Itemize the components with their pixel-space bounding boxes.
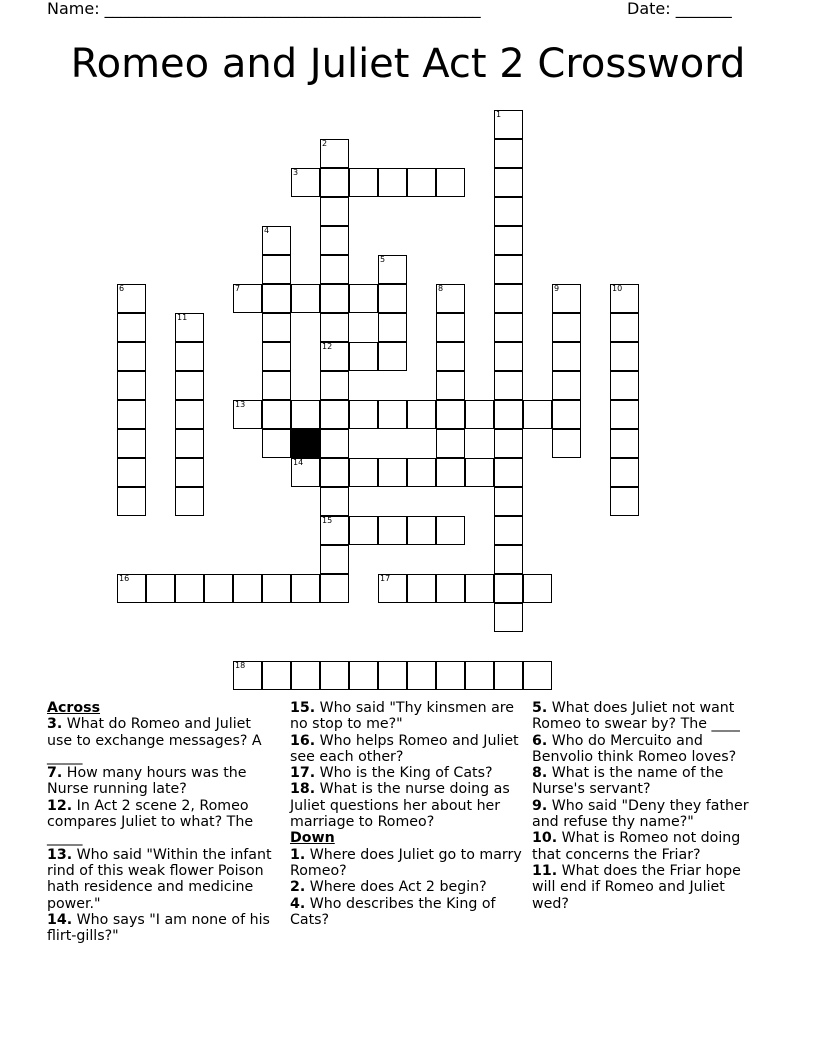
crossword-cell[interactable]: [465, 661, 494, 690]
crossword-cell[interactable]: [175, 313, 204, 342]
crossword-cell[interactable]: [349, 284, 378, 313]
clue-down-9: 9. Who said "Deny they father and refuse thy name?": [532, 797, 749, 831]
crossword-cell[interactable]: [320, 197, 349, 226]
crossword-cell[interactable]: [494, 313, 523, 342]
clue-across-14: 14. Who says "I am none of his flirt-gills?": [47, 911, 270, 945]
page-title: Romeo and Juliet Act 2 Crossword: [70, 41, 746, 87]
cell-number: 1: [496, 110, 502, 119]
clue-across-16: 16. Who helps Romeo and Juliet see each other?: [290, 732, 519, 765]
date-field-label: Date: _______: [627, 0, 732, 18]
crossword-cell[interactable]: [610, 400, 639, 429]
crossword-cell[interactable]: [233, 400, 262, 429]
cell-number: 15: [322, 516, 333, 525]
clue-across-15: 15. Who said "Thy kinsmen are no stop to me?": [290, 700, 515, 733]
crossword-cell[interactable]: [407, 168, 436, 197]
clue-down-5: 5. What does Juliet not want Romeo to swear by? The ____: [532, 700, 740, 733]
crossword-cell[interactable]: [233, 574, 262, 603]
crossword-cell[interactable]: [320, 400, 349, 429]
crossword-cell[interactable]: [291, 574, 320, 603]
crossword-cell[interactable]: [175, 400, 204, 429]
crossword-cell[interactable]: [610, 313, 639, 342]
clue-down-4: 4. Who describes the King of Cats?: [290, 895, 496, 928]
crossword-cell[interactable]: [146, 574, 175, 603]
crossword-cell[interactable]: [291, 284, 320, 313]
crossword-cell[interactable]: [262, 313, 291, 342]
crossword-cell[interactable]: [494, 661, 523, 690]
crossword-cell[interactable]: [523, 661, 552, 690]
crossword-cell[interactable]: [349, 400, 378, 429]
crossword-cell[interactable]: [320, 313, 349, 342]
crossword-cell[interactable]: [436, 661, 465, 690]
crossword-cell[interactable]: [436, 400, 465, 429]
clue-across-13: 13. Who said "Within the infant rind of this weak flower Poison hath residence and medicine power.": [47, 846, 272, 912]
crossword-cell[interactable]: [552, 371, 581, 400]
crossword-cell[interactable]: [494, 545, 523, 574]
crossword-cell[interactable]: [407, 400, 436, 429]
clue-down-2: 2. Where does Act 2 begin?: [290, 879, 487, 896]
crossword-cell[interactable]: [494, 110, 523, 139]
crossword-cell[interactable]: [378, 168, 407, 197]
crossword-cell[interactable]: [117, 342, 146, 371]
crossword-cell[interactable]: [378, 574, 407, 603]
crossword-cell[interactable]: [320, 574, 349, 603]
crossword-cell[interactable]: [117, 458, 146, 487]
crossword-cell[interactable]: [175, 574, 204, 603]
crossword-cell[interactable]: [610, 342, 639, 371]
crossword-cell[interactable]: [610, 487, 639, 516]
crossword-cell[interactable]: [436, 342, 465, 371]
clue-column-1: [47, 700, 275, 944]
crossword-cell[interactable]: [320, 545, 349, 574]
crossword-cell[interactable]: [465, 458, 494, 487]
clue-down-1: 1. Where does Juliet go to marry Romeo?: [290, 846, 522, 879]
crossword-cell[interactable]: [378, 255, 407, 284]
crossword-cell[interactable]: [175, 458, 204, 487]
clue-across-18: 18. What is the nurse doing as Juliet questions her about her marriage to Romeo?: [290, 781, 510, 831]
crossword-cell[interactable]: [552, 342, 581, 371]
crossword-cell[interactable]: [320, 661, 349, 690]
crossword-cell[interactable]: [610, 458, 639, 487]
crossword-cell[interactable]: [204, 574, 233, 603]
cell-number: 8: [438, 284, 444, 293]
crossword-cell[interactable]: [610, 284, 639, 313]
crossword-cell[interactable]: [494, 603, 523, 632]
crossword-cell[interactable]: [117, 574, 146, 603]
crossword-cell[interactable]: [320, 429, 349, 458]
crossword-cell[interactable]: [320, 516, 349, 545]
crossword-cell[interactable]: [494, 487, 523, 516]
crossword-cell[interactable]: [349, 168, 378, 197]
crossword-cell[interactable]: [291, 661, 320, 690]
clue-across-3: 3. What do Romeo and Juliet use to exchange messages? A _____: [47, 716, 262, 765]
crossword-cell[interactable]: [436, 429, 465, 458]
crossword-cell[interactable]: [552, 284, 581, 313]
crossword-cell[interactable]: [117, 284, 146, 313]
cell-number: 17: [380, 574, 391, 583]
clue-across-7: 7. How many hours was the Nurse running late?: [47, 765, 247, 798]
crossword-cell[interactable]: [494, 168, 523, 197]
crossword-cell[interactable]: [494, 197, 523, 226]
cell-number: 18: [235, 661, 246, 670]
crossword-cell[interactable]: [436, 516, 465, 545]
crossword-cell[interactable]: [378, 458, 407, 487]
clue-down-8: 8. What is the name of the Nurse's servant?: [532, 765, 724, 798]
crossword-cell[interactable]: [349, 661, 378, 690]
crossword-cell[interactable]: [436, 168, 465, 197]
crossword-cell[interactable]: [494, 400, 523, 429]
crossword-cell[interactable]: [291, 400, 320, 429]
crossword-cell[interactable]: [291, 458, 320, 487]
cell-number: 4: [264, 226, 270, 235]
crossword-cell[interactable]: [494, 284, 523, 313]
cell-number: 9: [554, 284, 560, 293]
down-heading: Down: [290, 830, 335, 847]
crossword-cell[interactable]: [117, 371, 146, 400]
clue-across-17: 17. Who is the King of Cats?: [290, 765, 493, 782]
crossword-black-cell: [291, 429, 320, 458]
crossword-cell[interactable]: [523, 574, 552, 603]
crossword-cell[interactable]: [378, 516, 407, 545]
crossword-cell[interactable]: [494, 574, 523, 603]
crossword-cell[interactable]: [262, 429, 291, 458]
crossword-cell[interactable]: [465, 574, 494, 603]
crossword-cell[interactable]: [494, 371, 523, 400]
crossword-cell[interactable]: [378, 342, 407, 371]
crossword-cell[interactable]: [262, 226, 291, 255]
clue-column-2: [290, 700, 522, 928]
cell-number: 2: [322, 139, 328, 148]
cell-number: 13: [235, 400, 246, 409]
clue-down-11: 11. What does the Friar hope will end if Romeo and Juliet wed?: [532, 862, 741, 912]
crossword-cell[interactable]: [175, 429, 204, 458]
crossword-cell[interactable]: [378, 313, 407, 342]
crossword-cell[interactable]: [233, 284, 262, 313]
clue-down-6: 6. Who do Mercuito and Benvolio think Romeo loves?: [532, 732, 737, 765]
crossword-cell[interactable]: [407, 516, 436, 545]
crossword-cell[interactable]: [407, 661, 436, 690]
crossword-cell[interactable]: [436, 371, 465, 400]
across-heading: Across: [47, 700, 101, 716]
cell-number: 7: [235, 284, 241, 293]
crossword-cell[interactable]: [320, 255, 349, 284]
crossword-cell[interactable]: [262, 371, 291, 400]
crossword-cell[interactable]: [291, 168, 320, 197]
crossword-cell[interactable]: [436, 313, 465, 342]
cell-number: 6: [119, 284, 125, 293]
crossword-cell[interactable]: [320, 487, 349, 516]
crossword-cell[interactable]: [320, 226, 349, 255]
crossword-cell[interactable]: [494, 516, 523, 545]
crossword-cell[interactable]: [436, 574, 465, 603]
crossword-cell[interactable]: [552, 400, 581, 429]
cell-number: 11: [177, 313, 188, 322]
crossword-cell[interactable]: [494, 139, 523, 168]
clue-across-12: 12. In Act 2 scene 2, Romeo compares Juliet to what? The _____: [47, 797, 254, 847]
crossword-cell[interactable]: [523, 400, 552, 429]
name-field-label: Name: _______________________________________________: [47, 0, 481, 18]
cell-number: 3: [293, 168, 299, 177]
cell-number: 5: [380, 255, 386, 264]
crossword-cell[interactable]: [117, 487, 146, 516]
cell-number: 12: [322, 342, 333, 351]
crossword-cell[interactable]: [117, 313, 146, 342]
clue-column-3: [532, 700, 756, 912]
crossword-cell[interactable]: [262, 574, 291, 603]
crossword-cell[interactable]: [117, 429, 146, 458]
crossword-cell[interactable]: [175, 371, 204, 400]
crossword-cell[interactable]: [552, 429, 581, 458]
crossword-cell[interactable]: [320, 371, 349, 400]
crossword-cell[interactable]: [320, 139, 349, 168]
crossword-cell[interactable]: [610, 371, 639, 400]
clue-down-10: 10. What is Romeo not doing that concerns the Friar?: [532, 830, 741, 863]
crossword-cell[interactable]: [378, 284, 407, 313]
crossword-cell[interactable]: [494, 255, 523, 284]
crossword-cell[interactable]: [262, 661, 291, 690]
crossword-cell[interactable]: [436, 284, 465, 313]
crossword-cell[interactable]: [320, 284, 349, 313]
crossword-cell[interactable]: [262, 284, 291, 313]
crossword-cell[interactable]: [407, 574, 436, 603]
crossword-cell[interactable]: [262, 342, 291, 371]
crossword-cell[interactable]: [320, 342, 349, 371]
cell-number: 14: [293, 458, 304, 467]
crossword-cell[interactable]: [349, 458, 378, 487]
crossword-cell[interactable]: [117, 400, 146, 429]
crossword-cell[interactable]: [494, 342, 523, 371]
crossword-cell[interactable]: [610, 429, 639, 458]
crossword-cell[interactable]: [494, 429, 523, 458]
crossword-cell[interactable]: [407, 458, 436, 487]
cell-number: 16: [119, 574, 130, 583]
crossword-cell[interactable]: [320, 458, 349, 487]
crossword-cell[interactable]: [378, 400, 407, 429]
crossword-cell[interactable]: [494, 226, 523, 255]
crossword-cell[interactable]: [378, 661, 407, 690]
crossword-cell[interactable]: [262, 400, 291, 429]
crossword-cell[interactable]: [175, 342, 204, 371]
crossword-cell[interactable]: [436, 458, 465, 487]
crossword-cell[interactable]: [494, 458, 523, 487]
crossword-cell[interactable]: [465, 400, 494, 429]
crossword-cell[interactable]: [349, 516, 378, 545]
crossword-cell[interactable]: [349, 342, 378, 371]
crossword-cell[interactable]: [320, 168, 349, 197]
crossword-cell[interactable]: [262, 255, 291, 284]
crossword-cell[interactable]: [233, 661, 262, 690]
crossword-cell[interactable]: [175, 487, 204, 516]
cell-number: 10: [612, 284, 623, 293]
crossword-cell[interactable]: [552, 313, 581, 342]
